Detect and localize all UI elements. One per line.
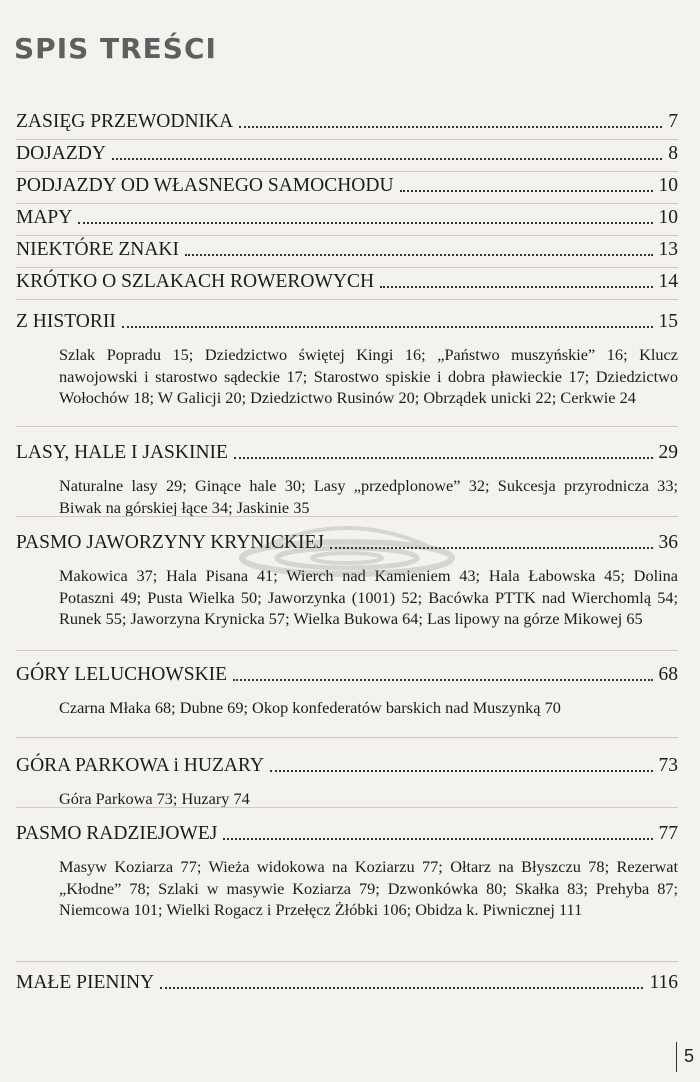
page-title: SPIS TREŚCI	[14, 32, 217, 65]
leader-dots	[160, 987, 643, 989]
toc-entry-page: 116	[649, 972, 678, 993]
toc-entry-page: 36	[658, 532, 678, 553]
page-number: 5	[684, 1046, 695, 1066]
leader-dots	[185, 254, 652, 256]
toc-entry[interactable]	[16, 270, 678, 294]
leader-dots	[223, 838, 652, 840]
toc-subentries: Czarna Młaka 68; Dubne 69; Okop konfederatów barskich nad Muszynką 70	[59, 698, 561, 717]
toc-entry-label: GÓRA PARKOWA i HUZARY	[16, 755, 264, 776]
toc-entry[interactable]	[16, 754, 678, 778]
toc-entry-page: 10	[658, 175, 678, 196]
toc-entry-page: 10	[658, 207, 678, 228]
toc-entry-label: KRÓTKO O SZLAKACH ROWEROWYCH	[16, 271, 375, 292]
divider	[16, 737, 678, 738]
divider	[16, 203, 678, 204]
toc-entry-label: DOJAZDY	[16, 143, 106, 164]
leader-dots	[270, 770, 653, 772]
toc-entry-label: GÓRY LELUCHOWSKIE	[16, 664, 228, 685]
leader-dots	[239, 126, 662, 128]
toc-entry[interactable]	[16, 822, 678, 846]
divider	[16, 650, 678, 651]
toc-subentries: Naturalne lasy 29; Ginące hale 30; Lasy „przedplonowe” 32; Sukcesja przyrodnicza 33; Biwak na górskiej łące 34; Jaskinie 35	[59, 476, 678, 517]
leader-dots	[400, 190, 653, 192]
toc-entry[interactable]	[16, 441, 678, 465]
toc-entry-page: 13	[658, 239, 678, 260]
divider	[16, 807, 678, 808]
leader-dots	[122, 326, 653, 328]
leader-dots	[112, 158, 662, 160]
leader-dots	[233, 679, 652, 681]
toc-entry-label: MAŁE PIENINY	[16, 972, 155, 993]
toc-entry[interactable]	[16, 110, 678, 134]
toc-subentries: Masyw Koziarza 77; Wieża widokowa na Koziarzu 77; Ołtarz na Błyszczu 78; Rezerwat „Kłodne” 78; Szlaki w masywie Koziarza 79; Dzwonkówka 80; Skałka 83; Prehyba 87; Niemcowa 101; Wielki Rogacz i Przełęcz Żłóbki 106; Obidza k. Piwnicznej 111	[59, 857, 678, 919]
toc-entry-page: 68	[658, 664, 678, 685]
leader-dots	[380, 286, 652, 288]
toc-entry[interactable]	[16, 663, 678, 687]
toc-entry-page: 14	[658, 271, 678, 292]
toc-entry-label: NIEKTÓRE ZNAKI	[16, 239, 180, 260]
toc-subentries: Góra Parkowa 73; Huzary 74	[59, 789, 250, 808]
toc-entry-label: ZASIĘG PRZEWODNIKA	[16, 111, 234, 132]
toc-entry-page: 15	[658, 311, 678, 332]
leader-dots	[234, 457, 653, 459]
toc-entry-page: 77	[658, 823, 678, 844]
toc-subentries: Szlak Popradu 15; Dziedzictwo świętej Kingi 16; „Państwo muszyńskie” 16; Klucz nawojowski i starostwo sądeckie 17; Starostwo spiskie i dobra pławieckie 17; Dziedzictwo Wołochów 18; W Galicji 20; Dziedzictwo Rusinów 20; Obrządek unicki 22; Cerkwie 24	[59, 345, 678, 407]
toc-entry[interactable]	[16, 206, 678, 230]
toc-entry[interactable]	[16, 174, 678, 198]
toc-entry-label: PASMO RADZIEJOWEJ	[16, 823, 218, 844]
toc-entry-label: PASMO JAWORZYNY KRYNICKIEJ	[16, 532, 324, 553]
toc-entry-label: MAPY	[16, 207, 73, 228]
toc-subentries: Makowica 37; Hala Pisana 41; Wierch nad Kamieniem 43; Hala Łabowska 45; Dolina Potaszni 49; Pusta Wielka 50; Jaworzynka (1001) 52; Bacówka PTTK nad Wierchomlą 54; Runek 55; Jaworzyna Krynicka 57; Wielka Bukowa 64; Las lipowy na górze Mikowej 65	[59, 566, 678, 628]
toc-entry-page: 7	[668, 111, 678, 132]
divider	[16, 139, 678, 140]
divider	[16, 299, 678, 300]
toc-entry-page: 73	[658, 755, 678, 776]
toc-entry[interactable]	[16, 310, 678, 334]
toc-entry[interactable]	[16, 971, 678, 995]
toc-entry-label: PODJAZDY OD WŁASNEGO SAMOCHODU	[16, 175, 394, 196]
toc-entry-label: Z HISTORII	[16, 311, 116, 332]
watermark-logo-icon	[222, 508, 472, 628]
toc-entry-label: LASY, HALE I JASKINIE	[16, 442, 228, 463]
leader-dots	[78, 222, 652, 224]
divider	[16, 235, 678, 236]
toc-entry-page: 29	[658, 442, 678, 463]
footer-rule	[676, 1042, 677, 1072]
toc-entry[interactable]	[16, 238, 678, 262]
divider	[16, 961, 678, 962]
toc-entry-page: 8	[668, 143, 678, 164]
divider	[16, 171, 678, 172]
divider	[16, 267, 678, 268]
divider	[16, 426, 678, 427]
toc-entry[interactable]	[16, 142, 678, 166]
